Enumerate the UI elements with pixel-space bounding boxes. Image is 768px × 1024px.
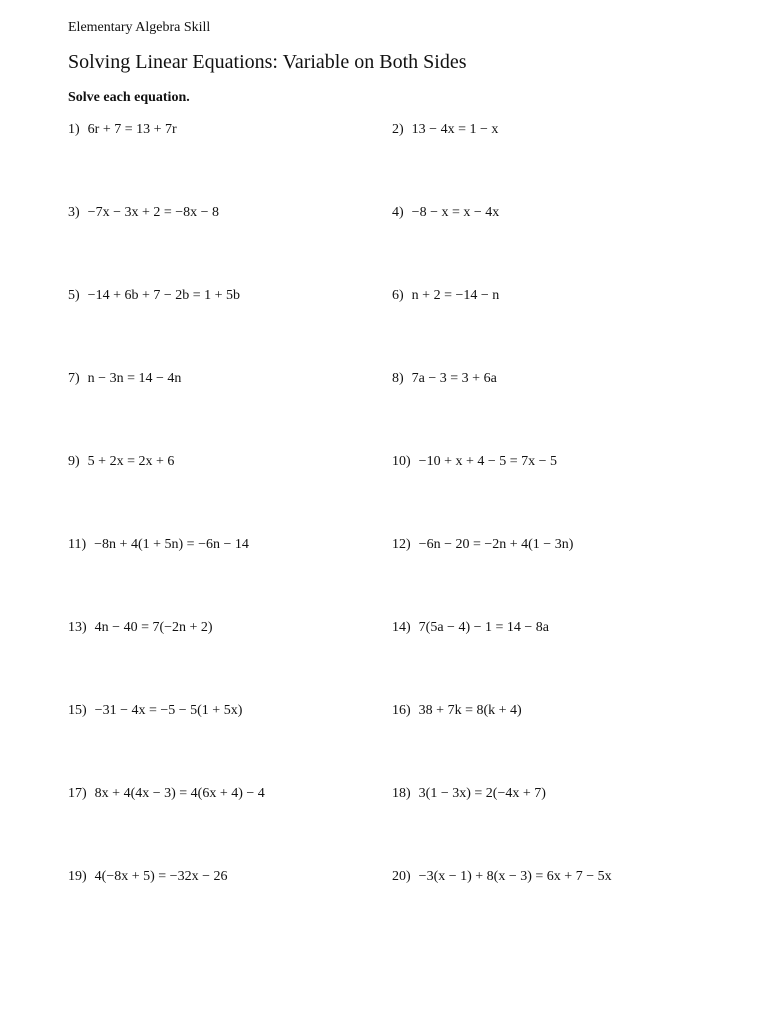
problem-equation: n − 3n = 14 − 4n	[87, 371, 182, 386]
problem-8	[392, 370, 497, 388]
problem-number: 6)	[392, 288, 404, 303]
problem-number: 11)	[68, 537, 87, 552]
problem-equation: 3(1 − 3x) = 2(−4x + 7)	[418, 786, 546, 801]
problem-number: 17)	[68, 786, 87, 801]
problem-number: 9)	[68, 454, 80, 469]
problem-1	[68, 121, 177, 139]
problem-equation: −7x − 3x + 2 = −8x − 8	[87, 205, 220, 220]
problem-19	[68, 868, 227, 886]
page-title: Solving Linear Equations: Variable on Both Sides	[68, 51, 467, 73]
problem-equation: −10 + x + 4 − 5 = 7x − 5	[418, 454, 558, 469]
problem-number: 19)	[68, 869, 87, 884]
problem-equation: −8n + 4(1 + 5n) = −6n − 14	[94, 537, 249, 552]
problem-equation: 38 + 7k = 8(k + 4)	[418, 703, 522, 718]
problem-16	[392, 702, 522, 720]
problem-12	[392, 536, 573, 554]
problem-number: 7)	[68, 371, 80, 386]
problem-9	[68, 453, 174, 471]
problem-number: 5)	[68, 288, 80, 303]
problem-equation: −3(x − 1) + 8(x − 3) = 6x + 7 − 5x	[418, 869, 612, 884]
problem-number: 18)	[392, 786, 411, 801]
problem-number: 13)	[68, 620, 87, 635]
problem-number: 20)	[392, 869, 411, 884]
problem-18	[392, 785, 546, 803]
problem-number: 15)	[68, 703, 87, 718]
problem-number: 2)	[392, 122, 404, 137]
problem-equation: 7(5a − 4) − 1 = 14 − 8a	[418, 620, 550, 635]
problem-number: 10)	[392, 454, 411, 469]
problem-4	[392, 204, 499, 222]
problem-14	[392, 619, 549, 637]
problem-number: 12)	[392, 537, 411, 552]
problem-number: 3)	[68, 205, 80, 220]
problem-2	[392, 121, 498, 139]
problem-3	[68, 204, 219, 222]
instructions: Solve each equation.	[68, 90, 190, 105]
problem-equation: 4(−8x + 5) = −32x − 26	[94, 869, 228, 884]
problem-equation: 4n − 40 = 7(−2n + 2)	[94, 620, 213, 635]
problem-17	[68, 785, 265, 803]
problem-number: 16)	[392, 703, 411, 718]
problem-number: 14)	[392, 620, 411, 635]
problem-equation: 5 + 2x = 2x + 6	[87, 454, 175, 469]
problem-20	[392, 868, 612, 886]
problem-5	[68, 287, 240, 305]
problem-equation: −6n − 20 = −2n + 4(1 − 3n)	[418, 537, 574, 552]
problem-6	[392, 287, 499, 305]
problem-equation: 13 − 4x = 1 − x	[411, 122, 499, 137]
problem-equation: 7a − 3 = 3 + 6a	[411, 371, 497, 386]
problem-15	[68, 702, 242, 720]
problem-equation: 6r + 7 = 13 + 7r	[87, 122, 177, 137]
problem-number: 4)	[392, 205, 404, 220]
problem-equation: −14 + 6b + 7 − 2b = 1 + 5b	[87, 288, 241, 303]
subject-label: Elementary Algebra Skill	[68, 20, 211, 35]
problem-11	[68, 536, 249, 554]
problem-number: 8)	[392, 371, 404, 386]
problem-equation: −8 − x = x − 4x	[411, 205, 500, 220]
problem-10	[392, 453, 557, 471]
problem-13	[68, 619, 213, 637]
problem-equation: 8x + 4(4x − 3) = 4(6x + 4) − 4	[94, 786, 265, 801]
problem-7	[68, 370, 181, 388]
problem-equation: n + 2 = −14 − n	[411, 288, 500, 303]
problem-equation: −31 − 4x = −5 − 5(1 + 5x)	[94, 703, 243, 718]
problem-number: 1)	[68, 122, 80, 137]
